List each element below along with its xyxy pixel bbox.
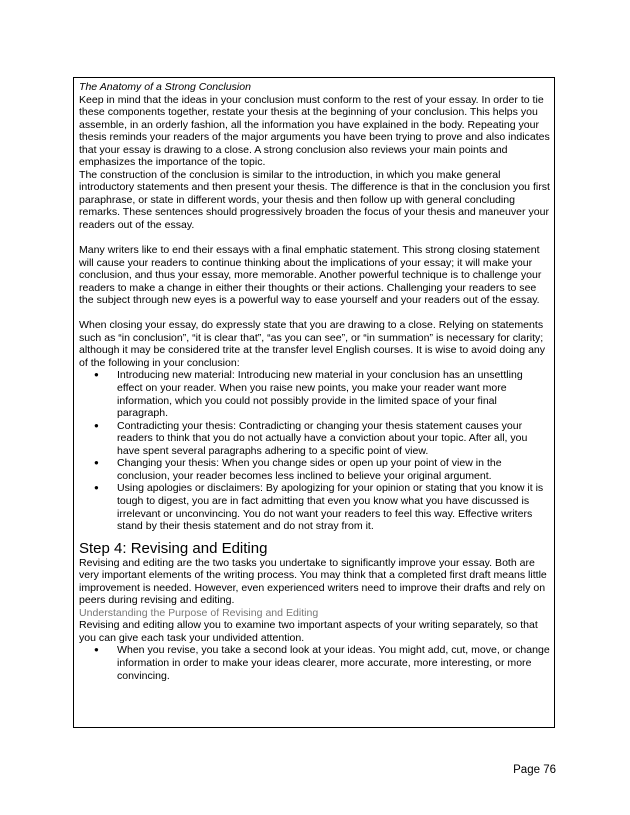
revise-list [79, 644, 550, 682]
section-heading: Step 4: Revising and Editing [79, 539, 268, 557]
avoid-list [79, 369, 550, 532]
list-item: ● When you revise, you take a second look at your ideas. You might add, cut, move, or change information in order to make your ideas clearer, more accurate, more interesting, or more convincing. [117, 644, 550, 682]
list-item: ● Contradicting your thesis: Contradicting or changing your thesis statement causes your readers to think that you do not actually have a conviction about your topic. After all, you have spent several paragraphs adhering to a specific point of view. [117, 420, 550, 458]
subheading: Understanding the Purpose of Revising and Editing [79, 606, 319, 619]
paragraph: Keep in mind that the ideas in your conclusion must conform to the rest of your essay. In order to tie these components together, restate your thesis at the beginning of your conclusion. This helps you assemble, in an orderly fashion, all the information you have explained in the body. Repeating your thesis reminds your readers of the major arguments you have been trying to prove and also indicates that your essay is drawing to a close. A strong conclusion also reviews your main points and emphasizes the importance of the topic. [79, 93, 550, 169]
list-item: ● Changing your thesis: When you change sides or open up your point of view in the conclusion, your reader becomes less inclined to believe your original argument. [117, 457, 550, 482]
paragraph: Many writers like to end their essays with a final emphatic statement. This strong closing statement will cause your readers to continue thinking about the implications of your essay; it will make your conclusion, and thus your essay, more memorable. Another powerful technique is to challenge your readers to make a change in either their thoughts or their actions. Challenging your readers to see the subject through new eyes is a powerful way to ease yourself and your readers out of the essay. [79, 244, 542, 307]
page-number: Page 76 [513, 764, 556, 776]
paragraph: When closing your essay, do expressly state that you are drawing to a close. Relying on statements such as “in conclusion”, “it is clear that”, “as you can see”, or “in summation” is necessary for clarity; although it may be considered trite at the transfer level English courses. It is wise to avoid doing any of the following in your conclusion: [79, 319, 546, 369]
paragraph: Revising and editing allow you to examine two important aspects of your writing separately, so that you can give each task your undivided attention. [79, 619, 538, 644]
list-item: ● Introducing new material: Introducing new material in your conclusion has an unsettling effect on your reader. When you raise new points, you make your reader want more information, which you could not possibly provide in the limited space of your final paragraph. [117, 369, 550, 419]
list-item: ● Using apologies or disclaimers: By apologizing for your opinion or stating that you know it is tough to digest, you are in fact admitting that even you know what you have discussed is irrelevant or unconvincing. You do not want your readers to feel this way. Effective writers stand by their thesis statement and do not stray from it. [117, 482, 550, 532]
section-title: The Anatomy of a Strong Conclusion [79, 81, 251, 93]
content-box [73, 77, 555, 728]
paragraph: The construction of the conclusion is similar to the introduction, in which you make general introductory statements and then present your thesis. The difference is that in the conclusion you first paraphrase, or state in different words, your thesis and then follow up with general concluding remarks. These sentences should progressively broaden the focus of your thesis and maneuver your readers out of the essay. [79, 168, 550, 232]
paragraph: Revising and editing are the two tasks you undertake to significantly improve your essay. Both are very important elements of the writing process. You may think that a completed first draft means little improvement is needed. However, even experienced writers need to improve their drafts and rely on peers during revising and editing. [79, 556, 547, 607]
